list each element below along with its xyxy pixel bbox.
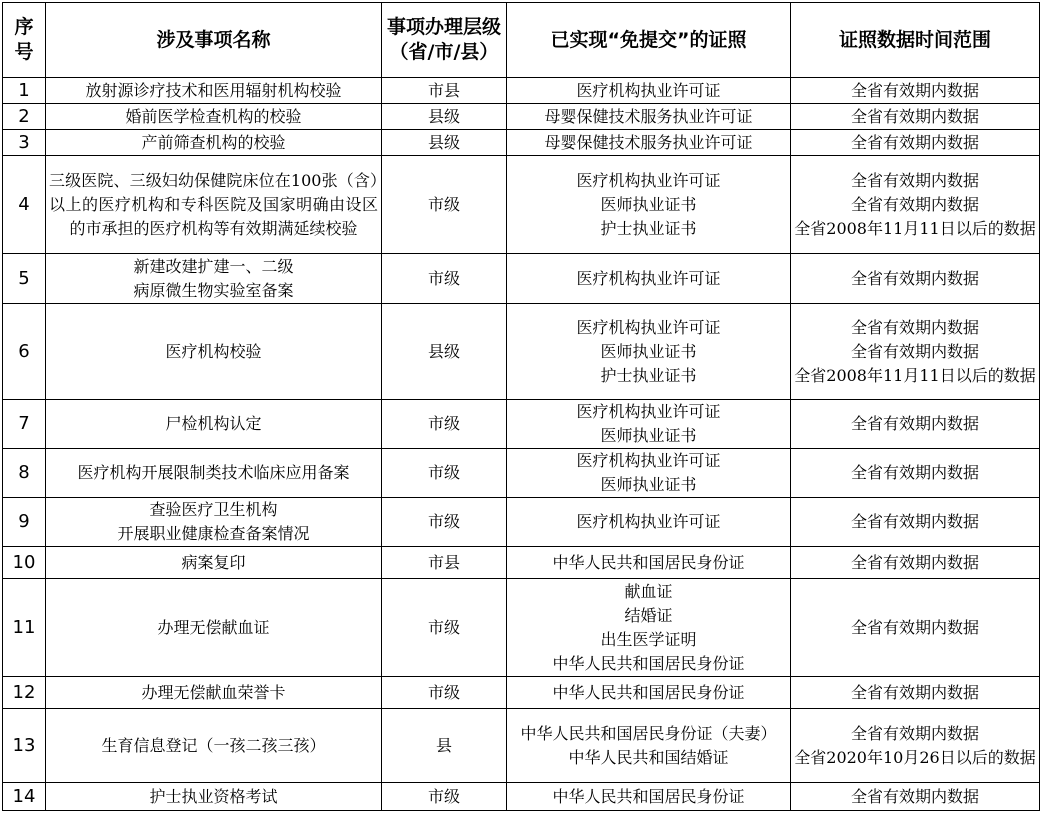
time-range-line: 全省有效期内数据 <box>850 317 979 337</box>
certificates-cell <box>507 130 791 156</box>
seq-cell: 6 <box>3 304 46 400</box>
level-cell: 市级 <box>382 449 507 498</box>
seq-cell: 14 <box>3 783 46 811</box>
certificate-line: 护士执业证书 <box>600 218 697 238</box>
certificate-line: 中华人民共和国居民身份证 <box>552 653 745 673</box>
time-range-line: 全省有效期内数据 <box>850 682 979 702</box>
certificate-line: 医疗机构执业许可证 <box>576 170 721 190</box>
level-cell: 县级 <box>382 104 507 130</box>
certificate-exemption-table <box>2 2 1040 811</box>
header-level: 事项办理层级（省/市/县） <box>382 3 507 78</box>
certificate-line: 母婴保健技术服务执业许可证 <box>544 106 753 126</box>
item-name-cell <box>46 547 382 579</box>
item-name-line: 开展职业健康检查备案情况 <box>117 524 310 543</box>
certificate-line: 献血证 <box>624 581 673 601</box>
item-name-cell <box>46 130 382 156</box>
item-name-line: 产前筛查机构的校验 <box>141 132 286 152</box>
level-cell: 市级 <box>382 254 507 304</box>
certificates-cell <box>507 579 791 677</box>
certificate-line: 结婚证 <box>624 605 673 625</box>
seq-cell: 10 <box>3 547 46 579</box>
table-row <box>3 254 1040 304</box>
certificates-cell <box>507 304 791 400</box>
table-row <box>3 547 1040 579</box>
time-range-line: 全省有效期内数据 <box>850 132 979 152</box>
time-range-line: 全省有效期内数据 <box>850 170 979 190</box>
certificate-line: 出生医学证明 <box>600 629 697 649</box>
table-row <box>3 579 1040 677</box>
table-row <box>3 498 1040 547</box>
certificate-line: 医师执业证书 <box>600 475 697 494</box>
level-cell: 市级 <box>382 579 507 677</box>
item-name-line: 病原微生物实验室备案 <box>133 280 294 300</box>
item-name-line: 病案复印 <box>181 552 246 572</box>
certificate-line: 中华人民共和国结婚证 <box>568 747 729 767</box>
certificate-line: 医疗机构执业许可证 <box>576 512 721 531</box>
item-name-line: 医疗机构开展限制类技术临床应用备案 <box>77 463 350 482</box>
item-name-cell <box>46 156 382 254</box>
item-name-line: 尸检机构认定 <box>165 414 262 433</box>
item-name-cell <box>46 709 382 783</box>
time-range-cell <box>791 579 1040 677</box>
certificate-line: 中华人民共和国居民身份证 <box>552 682 745 702</box>
level-cell: 市级 <box>382 400 507 449</box>
level-cell: 县级 <box>382 304 507 400</box>
level-cell: 市级 <box>382 498 507 547</box>
header-certs: 已实现“免提交”的证照 <box>507 3 791 78</box>
item-name-line: 查验医疗卫生机构 <box>149 500 278 519</box>
certificates-cell <box>507 709 791 783</box>
time-range-line: 全省有效期内数据 <box>850 80 979 100</box>
time-range-cell <box>791 449 1040 498</box>
level-cell: 市级 <box>382 783 507 811</box>
item-name-cell <box>46 400 382 449</box>
certificate-line: 医疗机构执业许可证 <box>576 268 721 288</box>
time-range-cell <box>791 78 1040 104</box>
time-range-line: 全省2008年11月11日以后的数据 <box>794 365 1036 385</box>
certificates-cell <box>507 400 791 449</box>
time-range-line: 全省有效期内数据 <box>850 106 979 126</box>
table-row <box>3 400 1040 449</box>
certificate-line: 母婴保健技术服务执业许可证 <box>544 132 753 152</box>
time-range-cell <box>791 498 1040 547</box>
item-name-cell <box>46 304 382 400</box>
seq-cell: 9 <box>3 498 46 547</box>
time-range-line: 全省有效期内数据 <box>850 341 979 361</box>
certificates-cell <box>507 104 791 130</box>
time-range-cell <box>791 254 1040 304</box>
certificate-line: 中华人民共和国居民身份证 <box>552 552 745 572</box>
seq-cell: 2 <box>3 104 46 130</box>
certificate-line: 中华人民共和国居民身份证（夫妻） <box>520 723 777 743</box>
table-row <box>3 677 1040 709</box>
time-range-line: 全省有效期内数据 <box>850 194 979 214</box>
item-name-line: 护士执业资格考试 <box>149 786 278 806</box>
header-range: 证照数据时间范围 <box>791 3 1040 78</box>
time-range-line: 全省有效期内数据 <box>850 552 979 572</box>
certificate-line: 医疗机构执业许可证 <box>576 402 721 421</box>
item-name-cell <box>46 254 382 304</box>
seq-cell: 12 <box>3 677 46 709</box>
table-row <box>3 709 1040 783</box>
item-name-line: 医疗机构校验 <box>165 341 262 361</box>
item-name-line: 办理无偿献血证 <box>157 617 270 637</box>
time-range-cell <box>791 130 1040 156</box>
item-name-line: 生育信息登记（一孩二孩三孩） <box>101 735 326 755</box>
certificate-line: 医师执业证书 <box>600 194 697 214</box>
item-name-cell <box>46 579 382 677</box>
item-name-cell <box>46 78 382 104</box>
table-row <box>3 783 1040 811</box>
time-range-cell <box>791 104 1040 130</box>
level-cell: 市级 <box>382 156 507 254</box>
time-range-cell <box>791 547 1040 579</box>
certificates-cell <box>507 547 791 579</box>
table-row <box>3 78 1040 104</box>
seq-cell: 11 <box>3 579 46 677</box>
certificates-cell <box>507 677 791 709</box>
item-name-line: 三级医院、三级妇幼保健院床位在100张（含）以上的医疗机构和专科医院及国家明确由设区的市承担的医疗机构等有效期满延续校验 <box>49 170 378 238</box>
certificate-line: 医疗机构执业许可证 <box>576 317 721 337</box>
level-cell: 县级 <box>382 130 507 156</box>
level-cell: 市级 <box>382 677 507 709</box>
item-name-line: 新建改建扩建一、二级 <box>133 256 294 276</box>
certificates-cell <box>507 498 791 547</box>
seq-cell: 13 <box>3 709 46 783</box>
certificate-line: 医疗机构执业许可证 <box>576 451 721 470</box>
table-row <box>3 104 1040 130</box>
certificates-cell <box>507 156 791 254</box>
level-cell: 市县 <box>382 547 507 579</box>
level-cell: 县 <box>382 709 507 783</box>
table-row <box>3 156 1040 254</box>
time-range-line: 全省2020年10月26日以后的数据 <box>794 747 1036 767</box>
item-name-line: 放射源诊疗技术和医用辐射机构校验 <box>85 80 342 100</box>
time-range-line: 全省有效期内数据 <box>850 723 979 743</box>
time-range-cell <box>791 709 1040 783</box>
table-body <box>3 78 1040 811</box>
certificates-cell <box>507 254 791 304</box>
table-row <box>3 449 1040 498</box>
certificate-line: 中华人民共和国居民身份证 <box>552 786 745 806</box>
item-name-cell <box>46 104 382 130</box>
seq-cell: 8 <box>3 449 46 498</box>
time-range-cell <box>791 156 1040 254</box>
time-range-line: 全省有效期内数据 <box>850 268 979 288</box>
time-range-cell <box>791 677 1040 709</box>
seq-cell: 1 <box>3 78 46 104</box>
level-cell: 市县 <box>382 78 507 104</box>
certificates-cell <box>507 449 791 498</box>
table-row <box>3 130 1040 156</box>
time-range-line: 全省有效期内数据 <box>850 786 979 806</box>
document-page <box>2 2 1040 811</box>
certificate-line: 医师执业证书 <box>600 426 697 445</box>
certificates-cell <box>507 78 791 104</box>
item-name-line: 婚前医学检查机构的校验 <box>125 106 302 126</box>
seq-cell: 5 <box>3 254 46 304</box>
certificate-line: 医师执业证书 <box>600 341 697 361</box>
item-name-cell <box>46 783 382 811</box>
time-range-line: 全省有效期内数据 <box>850 414 979 433</box>
seq-cell: 7 <box>3 400 46 449</box>
certificate-line: 护士执业证书 <box>600 365 697 385</box>
header-name: 涉及事项名称 <box>46 3 382 78</box>
time-range-cell <box>791 304 1040 400</box>
certificate-line: 医疗机构执业许可证 <box>576 80 721 100</box>
time-range-cell <box>791 783 1040 811</box>
time-range-cell <box>791 400 1040 449</box>
header-seq: 序号 <box>3 3 46 78</box>
header-row <box>3 3 1040 78</box>
time-range-line: 全省有效期内数据 <box>850 617 979 637</box>
item-name-cell <box>46 677 382 709</box>
item-name-cell <box>46 449 382 498</box>
time-range-line: 全省有效期内数据 <box>850 512 979 531</box>
item-name-cell <box>46 498 382 547</box>
item-name-line: 办理无偿献血荣誉卡 <box>141 682 286 702</box>
seq-cell: 3 <box>3 130 46 156</box>
time-range-line: 全省有效期内数据 <box>850 463 979 482</box>
seq-cell: 4 <box>3 156 46 254</box>
certificates-cell <box>507 783 791 811</box>
time-range-line: 全省2008年11月11日以后的数据 <box>794 218 1036 238</box>
table-row <box>3 304 1040 400</box>
